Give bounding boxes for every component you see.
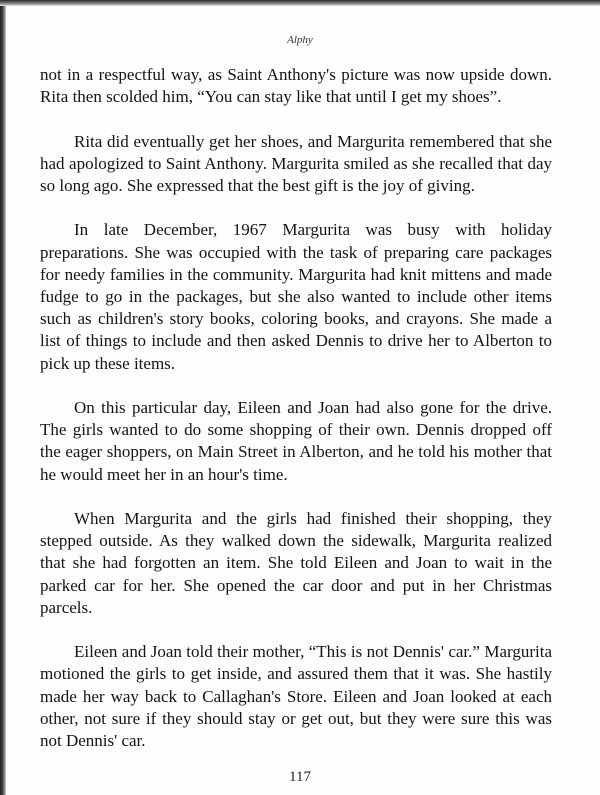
paragraph-5: When Margurita and the girls had finished their shopping, they stepped outside. As they walked down the sidewalk, Margurita realized that she had forgotten an item. She told Eileen and Joan to wait in the parked car for her. She opened the car door and put in her Christmas parcels.: [40, 509, 552, 617]
page-binding-shadow: [0, 0, 6, 795]
paragraph-1: not in a respectful way, as Saint Anthony's picture was now upside down. Rita then scolded him, “You can stay like that until I get my shoes”.: [40, 65, 552, 107]
paragraph-3: In late December, 1967 Margurita was busy with holiday preparations. She was occupied with the task of preparing care packages for needy families in the community. Margurita had knit mittens and made fudge to go in the packages, but she also wanted to include other items such as children's story books, coloring books, and crayons. She made a list of things to include and then asked Dennis to drive her to Alberton to pick up these items.: [40, 220, 552, 373]
paragraph-4: On this particular day, Eileen and Joan had also gone for the drive. The girls wanted to do some shopping of their own. Dennis dropped off the eager shoppers, on Main Street in Alberton, and he told his mother that he would meet her in an hour's time.: [40, 398, 552, 484]
page-number: 117: [289, 769, 311, 785]
page-top-shadow: [0, 0, 600, 6]
paragraph-2: Rita did eventually get her shoes, and Margurita remembered that she had apologized to Saint Anthony. Margurita smiled as she recalled that day so long ago. She expressed that the best gift is the joy of giving.: [40, 131, 552, 195]
body-text: [40, 64, 552, 774]
paragraph-6: Eileen and Joan told their mother, “This is not Dennis' car.” Margurita motioned the girls to get inside, and assured them that it was. She hastily made her way back to Callaghan's Store. Eileen and Joan looked at each other, not sure if they should stay or get out, but they were sure this was not Dennis' car.: [40, 642, 552, 751]
running-head: Alphy: [287, 34, 313, 46]
